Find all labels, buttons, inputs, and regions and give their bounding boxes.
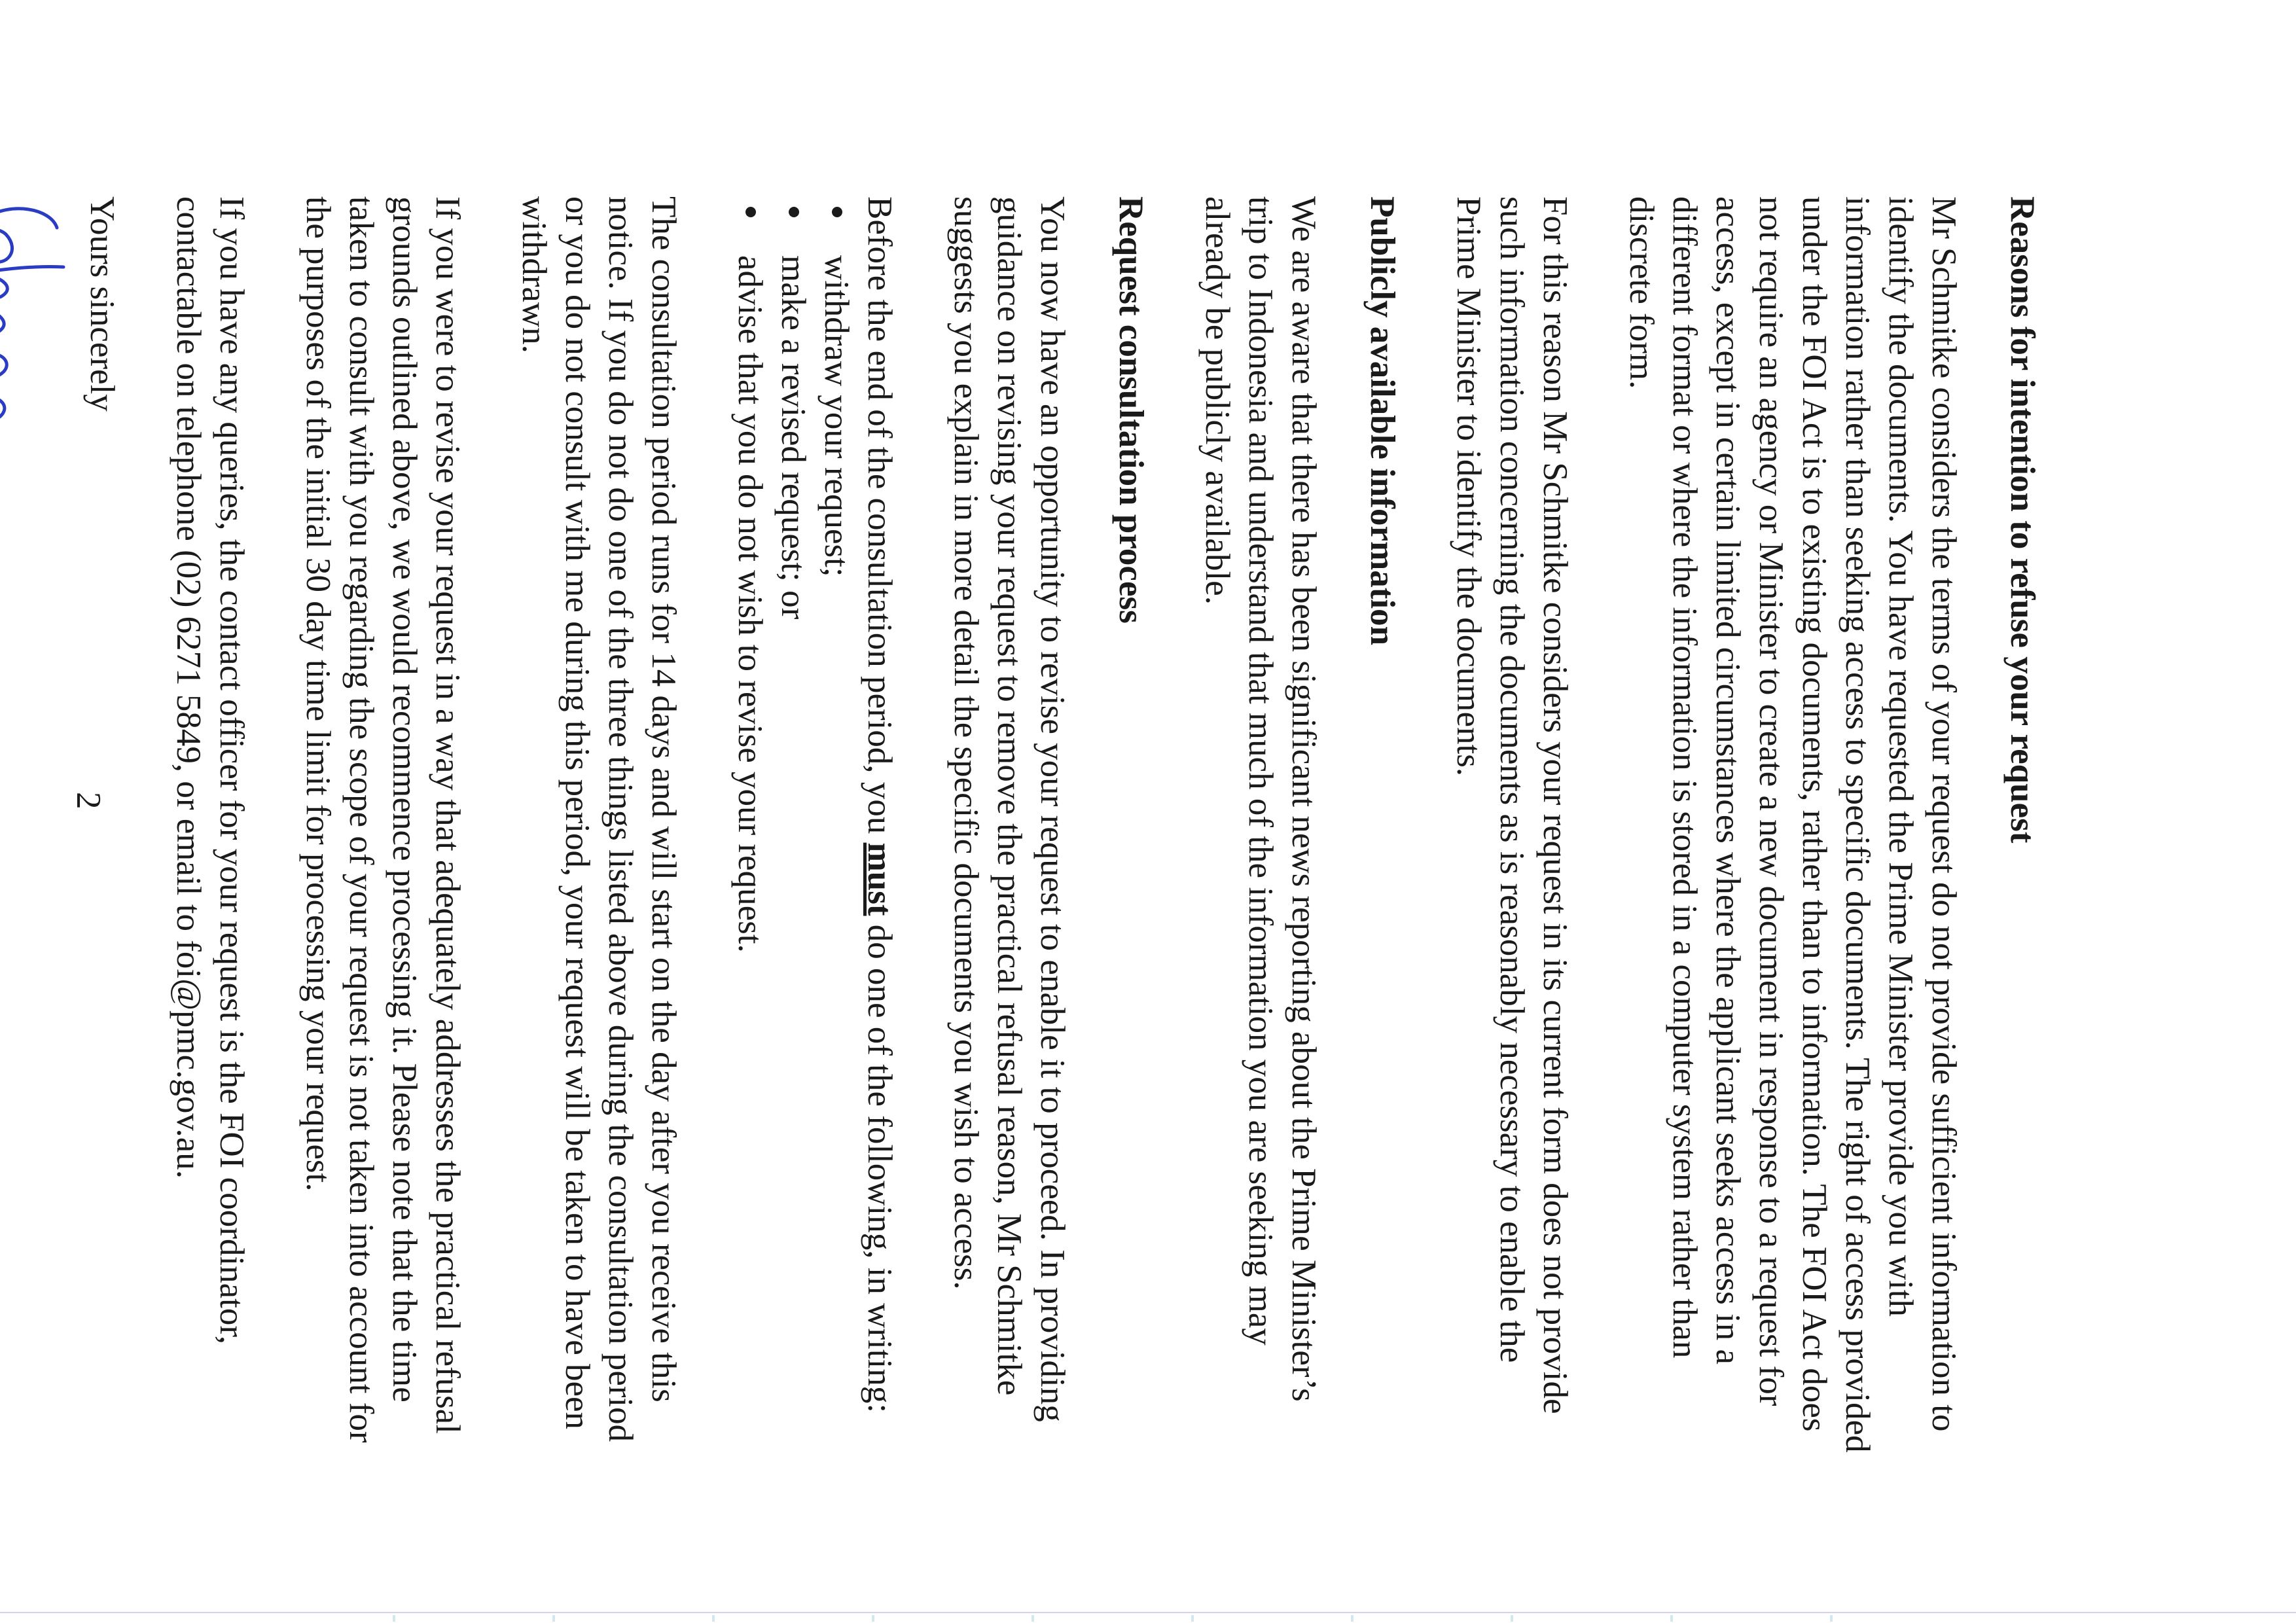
instruction-text-before: Before the end of the consultation period, you	[861, 196, 899, 843]
options-list	[728, 196, 858, 1453]
list-item	[728, 196, 772, 1453]
section-heading-reasons: Reasons for intention to refuse your request	[2003, 196, 2041, 844]
bullet-icon	[745, 207, 756, 217]
section-heading-public-info: Publicly available information	[1363, 196, 1401, 646]
paragraph-reasons-2: For this reason Mr Schmitke considers your request in its current form does not provide such information concerning the documents as is reasonably necessary to enable the Prime Minister to identify the documents.	[1450, 196, 1574, 1414]
handwritten-signature	[0, 188, 83, 529]
signature-block	[0, 196, 77, 1453]
page-number: 2	[69, 792, 107, 810]
instruction-emphasis: must	[861, 842, 899, 916]
paragraph-revise-request: If you were to revise your request in a way that adequately addresses the practical refusal grounds outlined above, we would recommence processing it. Please note that the time taken to consult with you regarding the scope of your request is not taken into account for the purposes of the initial 30 day time limit for processing your request.	[299, 196, 467, 1443]
paragraph-reasons-1: Mr Schmitke considers the terms of your request do not provide sufficient information to identify the documents. You have requested the Prime Minister provide you with information rather than seeking access to specific documents. The right of access provided under the FOI Act is to existing documents, rather than to information. The FOI Act does not require an agency or Minister to create a new document in response to a request for access, except in certain limited circumstances where the applicant seeks access in a different format or where the information is stored in a computer system rather than discrete form.	[1623, 196, 1963, 1453]
list-item	[772, 196, 815, 1453]
letter-body	[0, 196, 2044, 1453]
closing-salutation: Yours sincerely	[83, 196, 121, 412]
instruction-text-after: do one of the following, in writing:	[861, 916, 899, 1414]
section-heading-consultation: Request consultation process	[1112, 196, 1150, 624]
option-withdraw: withdraw your request;	[817, 255, 855, 577]
paragraph-consultation-intro: You now have an opportunity to revise your request to enable it to proceed. In providing guidance on revising your request to remove the practical refusal reason, Mr Schmitke suggests you explain in more detail the specific documents you wish to access.	[947, 196, 1071, 1422]
scan-edge-marks	[236, 1615, 1937, 1622]
bullet-icon	[832, 207, 842, 217]
scan-edge-line	[0, 1612, 2296, 1613]
paragraph-contact: If you have any queries, the contact officer for your request is the FOI coordinator, contactable on telephone (02) 6271 5849, or email to foi@pmc.gov.au.	[170, 196, 251, 1345]
bullet-icon	[789, 207, 799, 217]
list-item	[815, 196, 858, 1453]
paragraph-instruction	[858, 196, 901, 1453]
paragraph-public-info: We are aware that there has been significant news reporting about the Prime Minister’s trip to Indonesia and understand that much of the information you are seeking may already be publicly available.	[1198, 196, 1323, 1402]
paragraph-consultation-period: The consultation period runs for 14 days and will start on the day after you receive this notice. If you do not do one of the three things listed above during the consultation period or you do not consult with me during this period, your request will be taken to have been withdrawn.	[515, 196, 683, 1442]
option-decline: advise that you do not wish to revise your request.	[731, 255, 769, 953]
option-revise: make a revised request; or	[774, 255, 812, 620]
